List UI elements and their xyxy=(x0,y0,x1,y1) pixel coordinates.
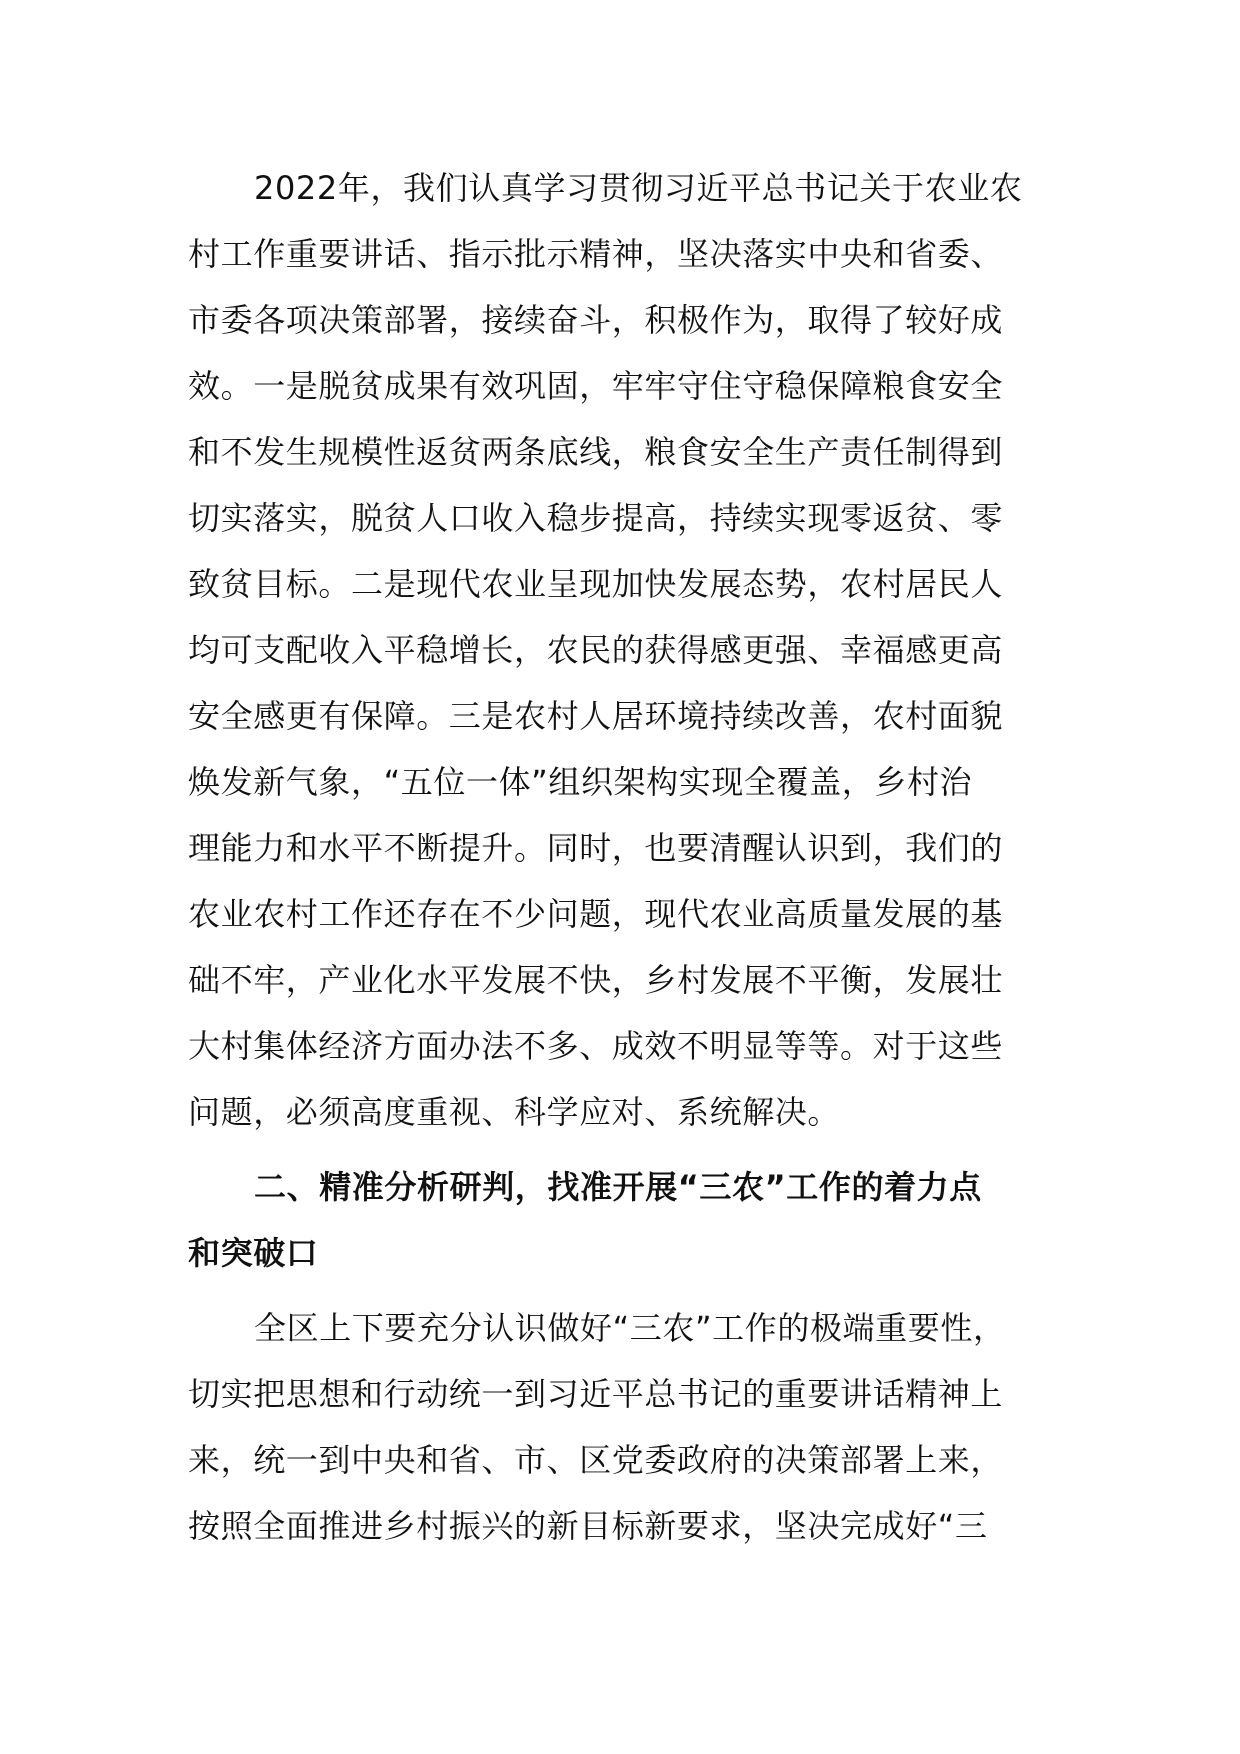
paragraph-line: 来，统一到中央和省、市、区党委政府的决策部署上来， xyxy=(188,1441,1004,1479)
paragraph-line: 问题，必须高度重视、科学应对、系统解决。 xyxy=(188,1093,841,1131)
heading-line: 二、精准分析研判，找准开展“三农”工作的着力点 xyxy=(254,1168,982,1206)
paragraph-line: 均可支配收入平稳增长，农民的获得感更强、幸福感更高 xyxy=(188,631,1004,669)
paragraph-line: 市委各项决策部署，接续奋斗，积极作为，取得了较好成 xyxy=(188,301,1004,339)
paragraph-line: 安全感更有保障。三是农村人居环境持续改善，农村面貌 xyxy=(188,697,1004,735)
paragraph-line: 按照全面推进乡村振兴的新目标新要求，坚决完成好“三 xyxy=(188,1507,988,1545)
paragraph-line: 和不发生规模性返贫两条底线，粮食安全生产责任制得到 xyxy=(188,433,1004,471)
paragraph-line: 致贫目标。二是现代农业呈现加快发展态势，农村居民人 xyxy=(188,565,1004,603)
document-body xyxy=(188,155,1060,1559)
paragraph-2 xyxy=(188,1295,1060,1559)
paragraph-line: 切实落实，脱贫人口收入稳步提高，持续实现零返贫、零 xyxy=(188,499,1004,537)
paragraph-line: 效。一是脱贫成果有效巩固，牢牢守住守稳保障粮食安全 xyxy=(188,367,1004,405)
paragraph-line: 理能力和水平不断提升。同时，也要清醒认识到，我们的 xyxy=(188,829,1004,867)
paragraph-1 xyxy=(188,155,1060,1145)
paragraph-line: 切实把思想和行动统一到习近平总书记的重要讲话精神上 xyxy=(188,1375,1004,1413)
paragraph-line: 焕发新气象，“五位一体”组织架构实现全覆盖，乡村治 xyxy=(188,763,973,801)
paragraph-line: 农业农村工作还存在不少问题，现代农业高质量发展的基 xyxy=(188,895,1004,933)
paragraph-line: 全区上下要充分认识做好“三农”工作的极端重要性， xyxy=(254,1309,1006,1347)
section-heading xyxy=(188,1154,1060,1286)
paragraph-line: 2022年，我们认真学习贯彻习近平总书记关于农业农 xyxy=(254,169,1023,207)
paragraph-line: 大村集体经济方面办法不多、成效不明显等等。对于这些 xyxy=(188,1027,1004,1065)
paragraph-line: 村工作重要讲话、指示批示精神，坚决落实中央和省委、 xyxy=(188,235,1004,273)
heading-line: 和突破口 xyxy=(188,1234,319,1272)
paragraph-line: 础不牢，产业化水平发展不快，乡村发展不平衡，发展壮 xyxy=(188,961,1004,999)
